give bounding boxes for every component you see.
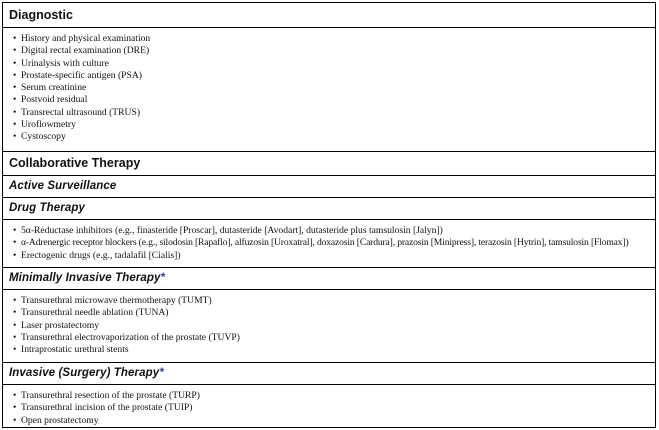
subsection-title: Active Surveillance [9, 180, 117, 192]
list-item-text: Prostate-specific antigen (PSA) [21, 69, 142, 81]
list-item [13, 307, 655, 319]
bullet: • [13, 390, 17, 401]
list-item-text: Digital rectal examination (DRE) [21, 45, 150, 57]
list-item [13, 94, 655, 106]
list-item [13, 390, 655, 402]
subsection-heading-invasive-surgery-therapy [3, 363, 655, 385]
list-item-text: Serum creatinine [21, 82, 87, 94]
list-item [13, 82, 655, 94]
drug-therapy-list [3, 225, 655, 262]
list-item [13, 131, 655, 143]
bullet: • [13, 331, 17, 343]
bullet: • [13, 402, 17, 414]
footnote-asterisk: * [160, 272, 166, 284]
section-heading-diagnostic [3, 3, 655, 28]
info-table [2, 2, 656, 428]
list-item-text: Laser prostatectomy [21, 319, 100, 331]
drug-therapy-list-cell [3, 220, 655, 268]
list-item [13, 58, 655, 70]
list-item-text: History and physical examination [21, 33, 151, 44]
list-item [13, 295, 655, 307]
bullet: • [13, 295, 17, 306]
bullet: • [13, 45, 17, 57]
bullet: • [13, 33, 17, 44]
list-item-text: Postvoid residual [21, 94, 88, 106]
footnote-asterisk: * [159, 367, 164, 379]
list-item-text: Cystoscopy [21, 131, 66, 143]
list-item [13, 119, 655, 131]
section-heading-text: Collaborative Therapy [9, 156, 141, 170]
bullet: • [13, 344, 17, 356]
bullet: • [13, 319, 17, 331]
invasive-therapy-list [3, 390, 655, 427]
subsection-heading-active-surveillance [3, 176, 655, 198]
list-item [13, 332, 655, 344]
diagnostic-list-cell [3, 28, 655, 152]
bullet: • [13, 249, 17, 261]
bullet: • [13, 225, 17, 236]
bullet: • [13, 307, 17, 319]
list-item [13, 250, 655, 262]
bullet: • [13, 94, 17, 106]
list-item-text: α-Adrenergic receptor blockers (e.g., silodosin [Rapaflo], alfuzosin [Uroxatral], doxazosin [Cardura], prazosin [Minipress], terazosin [Hytrin], tamsulosin [Flomax]) [21, 237, 629, 249]
list-item-text: Intraprostatic urethral stents [21, 344, 129, 356]
list-item [13, 415, 655, 427]
list-item-text: Open prostatectomy [21, 414, 99, 426]
list-item-text: Urinalysis with culture [21, 57, 109, 69]
list-item-text: 5α-Reductase inhibitors (e.g., finasteride [Proscar], dutasteride [Avodart], dutasteride plus tamsulosin [Jalyn]) [21, 225, 443, 236]
list-item [13, 33, 655, 45]
invasive-therapy-list-cell [3, 385, 655, 427]
list-item-text: Transurethral incision of the prostate (TUIP) [21, 402, 193, 414]
subsection-title: Minimally Invasive Therapy [9, 272, 161, 284]
list-item-text: Erectogenic drugs (e.g., tadalafil [Cialis]) [21, 249, 181, 261]
list-item-text: Transurethral resection of the prostate (TURP) [21, 390, 200, 401]
list-item-text: Transurethral electrovaporization of the prostate (TUVP) [21, 331, 240, 343]
bullet: • [13, 82, 17, 94]
diagnostic-list [3, 33, 655, 144]
list-item [13, 107, 655, 119]
section-heading-collaborative-therapy [3, 152, 655, 176]
bullet: • [13, 414, 17, 426]
bullet: • [13, 106, 17, 118]
bullet: • [13, 69, 17, 81]
subsection-heading-minimally-invasive-therapy [3, 268, 655, 290]
list-item-text: Transurethral microwave thermotherapy (TUMT) [21, 295, 212, 306]
bullet: • [13, 57, 17, 69]
list-item-text: Transurethral needle ablation (TUNA) [21, 307, 169, 319]
list-item [13, 320, 655, 332]
subsection-heading-drug-therapy [3, 198, 655, 220]
subsection-title: Drug Therapy [9, 202, 85, 214]
list-item-text: Transrectal ultrasound (TRUS) [21, 106, 141, 118]
list-item [13, 402, 655, 414]
bullet: • [13, 119, 17, 131]
subsection-title: Invasive (Surgery) Therapy [9, 367, 160, 379]
bullet: • [13, 237, 17, 249]
minimally-invasive-list [3, 295, 655, 356]
list-item-text: Uroflowmetry [21, 119, 76, 131]
minimally-invasive-list-cell [3, 290, 655, 363]
bullet: • [13, 131, 17, 143]
list-item [13, 344, 655, 356]
section-heading-text: Diagnostic [9, 8, 73, 22]
list-item [13, 45, 655, 57]
list-item [13, 237, 655, 249]
list-item [13, 225, 655, 237]
list-item [13, 70, 655, 82]
